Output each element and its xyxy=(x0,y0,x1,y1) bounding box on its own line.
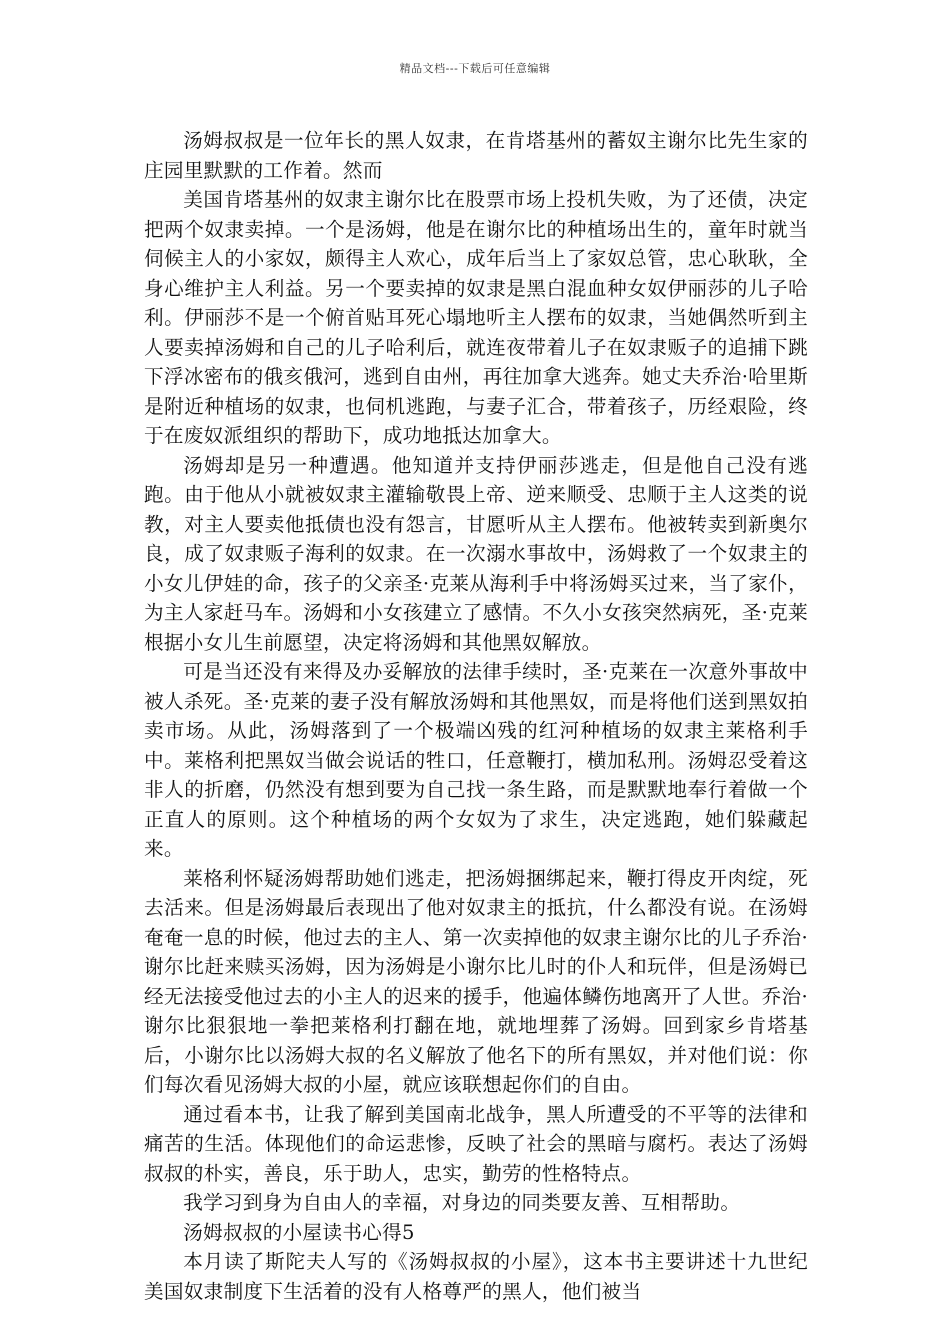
paragraph-6: 通过看本书，让我了解到美国南北战争，黑人所遭受的不平等的法律和痛苦的生活。体现他们的命运悲惨，反映了社会的黑暗与腐朽。表达了汤姆叔叔的朴实，善良，乐于助人，忠实，勤劳的性格特点。 xyxy=(144,1102,808,1185)
page-header: 精品文档---下载后可任意编辑 xyxy=(399,62,551,75)
paragraph-7: 我学习到身为自由人的幸福，对身边的同类要友善、互相帮助。 xyxy=(183,1191,741,1214)
paragraph-2: 美国肯塔基州的奴隶主谢尔比在股票市场上投机失败，为了还债，决定把两个奴隶卖掉。一个是汤姆，他是在谢尔比的种植场出生的，童年时就当伺候主人的小家奴，颇得主人欢心，成年后当上了家奴总管，忠心耿耿，全身心维护主人利益。另一个要卖掉的奴隶是黑白混血种女奴伊丽莎的儿子哈利。伊丽莎不是一个俯首贴耳死心塌地听主人摆布的奴隶，当她偶然听到主人要卖掉汤姆和自己的儿子哈利后，就连夜带着儿子在奴隶贩子的追捕下跳下浮冰密布的俄亥俄河，逃到自由州，再往加拿大逃奔。她丈夫乔治·哈里斯是附近种植场的奴隶，也伺机逃跑，与妻子汇合，带着孩子，历经艰险，终于在废奴派组织的帮助下，成功地抵达加拿大。 xyxy=(144,188,808,447)
paragraph-8: 本月读了斯陀夫人写的《汤姆叔叔的小屋》，这本书主要讲述十九世纪美国奴隶制度下生活着的没有人格尊严的黑人，他们被当 xyxy=(144,1250,808,1303)
paragraph-4: 可是当还没有来得及办妥解放的法律手续时，圣·克莱在一次意外事故中被人杀死。圣·克莱的妻子没有解放汤姆和其他黑奴，而是将他们送到黑奴拍卖市场。从此，汤姆落到了一个极端凶残的红河种植场的奴隶主莱格利手中。莱格利把黑奴当做会说话的牲口，任意鞭打，横加私刑。汤姆忍受着这非人的折磨，仍然没有想到要为自己找一条生路，而是默默地奉行着做一个正直人的原则。这个种植场的两个女奴为了求生，决定逃跑，她们躲藏起来。 xyxy=(144,660,808,860)
paragraph-1: 汤姆叔叔是一位年长的黑人奴隶，在肯塔基州的蓄奴主谢尔比先生家的庄园里默默的工作着。然而 xyxy=(144,129,808,182)
document-body xyxy=(144,126,808,1306)
paragraph-3: 汤姆却是另一种遭遇。他知道并支持伊丽莎逃走，但是他自己没有逃跑。由于他从小就被奴隶主灌输敬畏上帝、逆来顺受、忠顺于主人这类的说教，对主人要卖他抵债也没有怨言，甘愿听从主人摆布。他被转卖到新奥尔良，成了奴隶贩子海利的奴隶。在一次溺水事故中，汤姆救了一个奴隶主的小女儿伊娃的命，孩子的父亲圣·克莱从海利手中将汤姆买过来，当了家仆，为主人家赶马车。汤姆和小女孩建立了感情。不久小女孩突然病死，圣·克莱根据小女儿生前愿望，决定将汤姆和其他黑奴解放。 xyxy=(144,453,808,654)
paragraph-5: 莱格利怀疑汤姆帮助她们逃走，把汤姆捆绑起来，鞭打得皮开肉绽，死去活来。但是汤姆最后表现出了他对奴隶主的抵抗，什么都没有说。在汤姆奄奄一息的时候，他过去的主人、第一次卖掉他的奴隶主谢尔比的儿子乔治·谢尔比赶来赎买汤姆，因为汤姆是小谢尔比儿时的仆人和玩伴，但是汤姆已经无法接受他过去的小主人的迟来的援手，他遍体鳞伤地离开了人世。乔治·谢尔比狠狠地一拳把莱格利打翻在地，就地埋葬了汤姆。回到家乡肯塔基后，小谢尔比以汤姆大叔的名义解放了他名下的所有黑奴，并对他们说：你们每次看见汤姆大叔的小屋，就应该联想起你们的自由。 xyxy=(144,866,808,1096)
section-heading: 汤姆叔叔的小屋读书心得5 xyxy=(183,1220,415,1244)
